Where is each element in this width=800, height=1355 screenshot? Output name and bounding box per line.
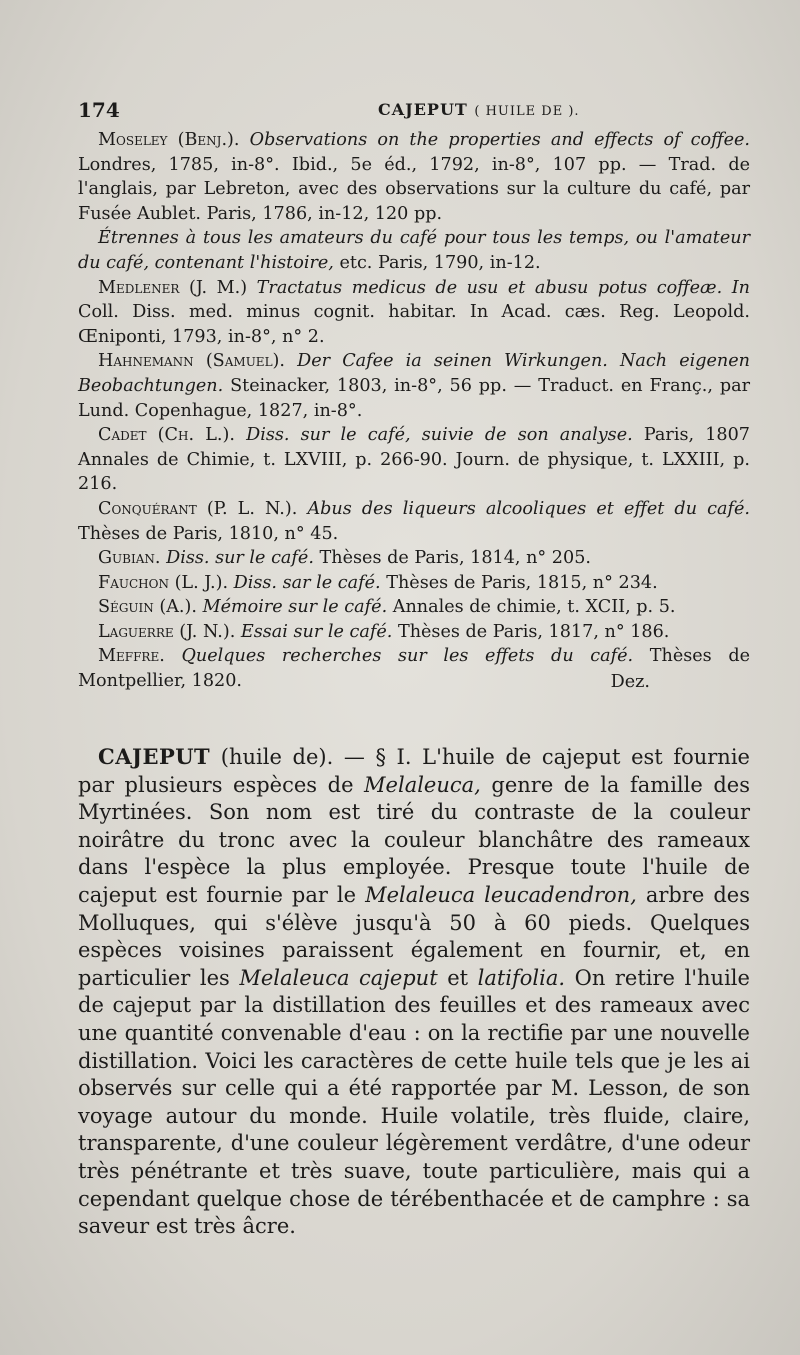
article-paragraph: CAJEPUT (huile de). — § I. L'huile de cajeput est fournie par plusieurs espèces de Melaleuca, genre de la famille des Myrtinées. Son nom est tiré du contraste de la couleur noirâtre du tronc avec la couleur blanchâtre des rameaux dans l'espèce la plus employée. Presque toute l'huile de cajeput est fournie par le Melaleuca leucadendron, arbre des Molluques, qui s'élève jusqu'à 50 à 60 pieds. Quelques espèces voisines paraissent également en fournir, et, en particulier les Melaleuca cajeput et latifolia. On retire l'huile de cajeput par la distillation des feuilles et des rameaux avec une quantité convenable d'eau : on la rectifie par une nouvelle distillation. Voici les caractères de cette huile tels que je les ai observés sur celle qui a été rapportée par M. Lesson, de son voyage autour du monde. Huile volatile, très fluide, claire, transparente, d'une couleur légèrement verdâtre, d'une odeur très pénétrante et très suave, toute particulière, mais qui a cependant quelque chose de térébenthacée et de camphre : sa saveur est très âcre. bbox=[78, 744, 750, 1239]
running-title bbox=[378, 100, 580, 119]
bib-entry: Conquérant (P. L. N.). Abus des liqueurs alcooliques et effet du café. Thèses de Paris, 1810, n° 45. bbox=[78, 498, 750, 544]
running-title-paren: ( HUILE DE ). bbox=[474, 104, 580, 119]
bibliography bbox=[78, 128, 750, 694]
signature: Dez. bbox=[610, 671, 650, 692]
bib-entry: Séguin (A.). Mémoire sur le café. Annales de chimie, t. XCII, p. 5. bbox=[98, 597, 676, 618]
running-title-main: CAJEPUT bbox=[378, 100, 468, 119]
page-number: 174 bbox=[78, 98, 120, 122]
bib-entry: Hahnemann (Samuel). Der Cafee ia seinen Wirkungen. Nach eigenen Beobachtungen. Steinacker, 1803, in-8°, 56 pp. — Traduct. en Franç., par Lund. Copenhague, 1827, in-8°. bbox=[78, 351, 751, 421]
bib-entry: Meffre. Quelques recherches sur les effets du café. Thèses de Montpellier, 1820. bbox=[78, 646, 751, 692]
bib-entry: Fauchon (L. J.). Diss. sar le café. Thèses de Paris, 1815, n° 234. bbox=[98, 572, 658, 593]
bib-entry: Medlener (J. M.) Tractatus medicus de usu et abusu potus coffeæ. In Coll. Diss. med. minus cognit. habitar. In Acad. cæs. Reg. Leopold. Œniponti, 1793, in-8°, n° 2. bbox=[78, 277, 750, 347]
article-cajeput bbox=[78, 743, 750, 1241]
bib-entry: Laguerre (J. N.). Essai sur le café. Thèses de Paris, 1817, n° 186. bbox=[98, 621, 670, 642]
headword: CAJEPUT bbox=[98, 744, 211, 769]
bib-entry: Étrennes à tous les amateurs du café pour tous les temps, ou l'amateur du café, contenant l'histoire, etc. Paris, 1790, in-12. bbox=[78, 228, 750, 273]
running-header bbox=[78, 98, 750, 126]
bib-entry: Moseley (Benj.). Observations on the properties and effects of coffee. Londres, 1785, in-8°. Ibid., 5e éd., 1792, in-8°, 107 pp. — Trad. de l'anglais, par Lebreton, avec des observations sur la culture du café, par Fusée Aublet. Paris, 1786, in-12, 120 pp. bbox=[78, 130, 751, 224]
bib-entry: Cadet (Ch. L.). Diss. sur le café, suivie de son analyse. Paris, 1807 Annales de Chimie, t. LXVIII, p. 266-90. Journ. de physique, t. LXXIII, p. 216. bbox=[78, 425, 750, 495]
bib-entry: Gubian. Diss. sur le café. Thèses de Paris, 1814, n° 205. bbox=[98, 548, 591, 569]
